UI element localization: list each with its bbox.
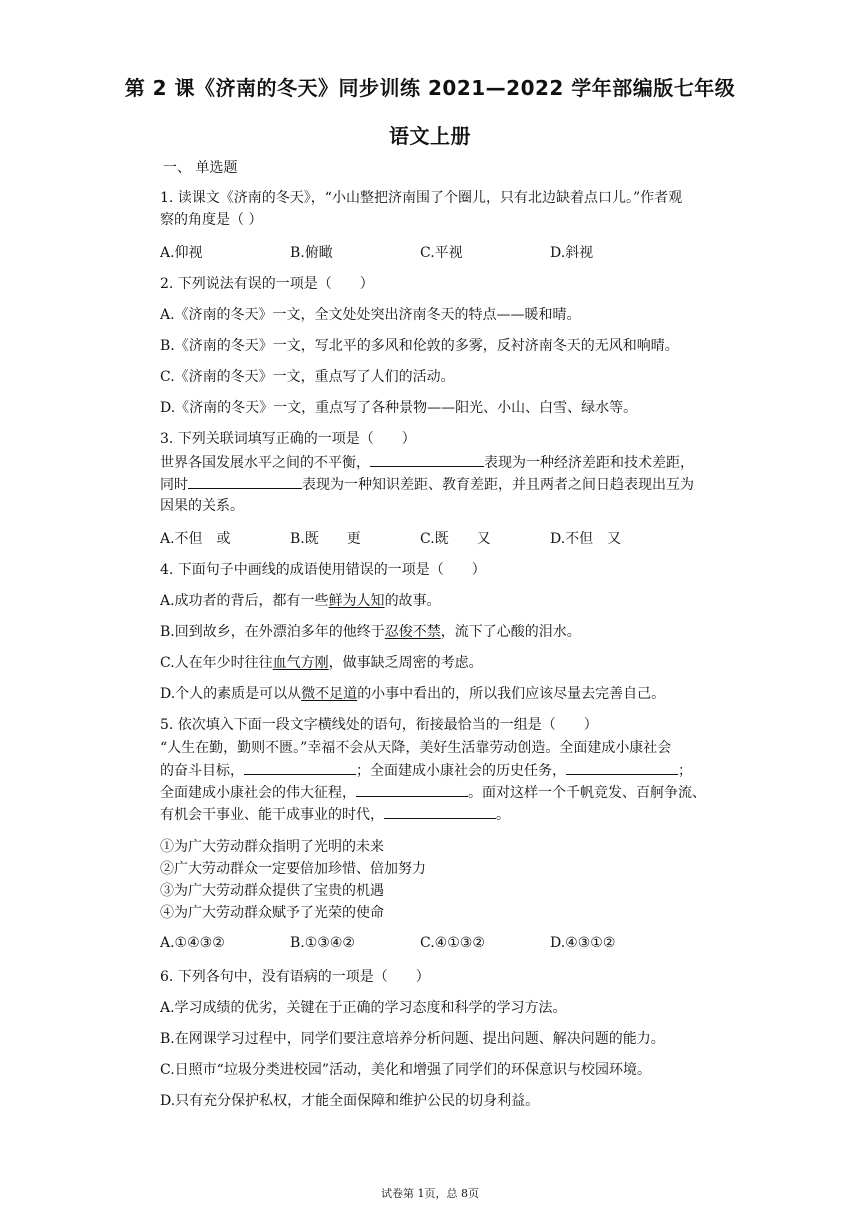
- q4-option-b: [160, 621, 740, 643]
- q4-c-text: C.人在年少时往往: [160, 655, 273, 671]
- q6-option-a: A.学习成绩的优劣，关键在于正确的学习态度和科学的学习方法。: [160, 1000, 567, 1016]
- q5-item-2: ②广大劳动群众一定要倍加珍惜、倍加努力: [160, 861, 426, 877]
- q1-option-a: A.仰视: [160, 245, 203, 261]
- page-footer: 试卷第 1页，总 8页: [381, 1187, 479, 1200]
- q1-option-d: D.斜视: [550, 245, 594, 261]
- q5-text: 有机会干事业、能干成事业的时代，: [160, 807, 384, 823]
- q5-text: ；全面建成小康社会的历史任务，: [356, 763, 566, 779]
- q4-option-c: [160, 652, 740, 674]
- fill-blank: [188, 473, 302, 489]
- q3-option-a: A.不但 或: [160, 531, 231, 547]
- fill-blank: [384, 803, 496, 819]
- section-heading: 一、 单选题: [163, 160, 238, 176]
- q3-text-2b: 表现为一种知识差距、教育差距，并且两者之间日趋表现出互为: [302, 477, 694, 493]
- q4-d-text-end: 的小事中看出的，所以我们应该尽量去完善自己。: [357, 686, 666, 702]
- q4-option-a: [160, 590, 740, 612]
- q6-option-b: B.在网课学习过程中，同学们要注意培养分析问题、提出问题、解决问题的能力。: [160, 1031, 665, 1047]
- q4-a-text-end: 的故事。: [384, 593, 441, 609]
- page-title-line1: 第 2 课《济南的冬天》同步训练 2021—2022 学年部编版七年级: [124, 76, 736, 100]
- question-3-line2: [160, 473, 740, 496]
- q4-b-text-end: ，流下了心酸的泪水。: [440, 624, 581, 640]
- question-1-line2: 察的角度是（ ）: [160, 212, 263, 228]
- q3-option-c: C.既 又: [420, 531, 491, 547]
- q5-text: ；: [678, 763, 692, 779]
- q5-text: 全面建成小康社会的伟大征程，: [160, 785, 356, 801]
- q1-option-b: B.俯瞰: [290, 245, 333, 261]
- question-5-line3: [160, 781, 740, 804]
- q2-option-c: C.《济南的冬天》一文，重点写了人们的活动。: [160, 369, 455, 385]
- q1-option-c: C.平视: [420, 245, 463, 261]
- q4-d-text: D.个人的素质是可以从: [160, 686, 302, 702]
- question-5-stem: 5. 依次填入下面一段文字横线处的语句，衔接最恰当的一组是（ ）: [160, 717, 598, 733]
- q5-option-b: B.①③④②: [290, 935, 355, 951]
- q2-option-d: D.《济南的冬天》一文，重点写了各种景物——阳光、小山、白雪、绿水等。: [160, 400, 638, 416]
- q4-b-idiom: 忍俊不禁: [384, 624, 441, 640]
- q3-option-b: B.既 更: [290, 531, 361, 547]
- question-3-line3: 因果的关系。: [160, 498, 244, 514]
- fill-blank: [244, 759, 356, 775]
- q4-a-idiom: 鲜为人知: [328, 593, 385, 609]
- q4-d-idiom: 微不足道: [301, 686, 358, 702]
- question-3-line1: [160, 451, 740, 474]
- fill-blank: [356, 781, 468, 797]
- q5-option-c: C.④①③②: [420, 935, 485, 951]
- q4-option-d: [160, 683, 740, 705]
- q5-text: 。面对这样一个千帆竞发、百舸争流、: [468, 785, 706, 801]
- question-5-line1: “人生在勤，勤则不匮。”幸福不会从天降，美好生活靠劳动创造。全面建成小康社会: [160, 740, 672, 756]
- page-title-line2: 语文上册: [389, 124, 471, 148]
- q5-text: 。: [496, 807, 510, 823]
- q5-option-a: A.①④③②: [160, 935, 225, 951]
- q4-c-idiom: 血气方刚: [272, 655, 329, 671]
- fill-blank: [370, 451, 484, 467]
- q5-item-1: ①为广大劳动群众指明了光明的未来: [160, 839, 384, 855]
- q4-c-text-end: ，做事缺乏周密的考虑。: [328, 655, 483, 671]
- question-2-stem: 2. 下列说法有误的一项是（ ）: [160, 276, 374, 292]
- question-6-stem: 6. 下列各句中，没有语病的一项是（ ）: [160, 969, 430, 985]
- q3-text-1a: 世界各国发展水平之间的不平衡，: [160, 455, 370, 471]
- q4-b-text: B.回到故乡，在外漂泊多年的他终于: [160, 624, 385, 640]
- q5-text: 的奋斗目标，: [160, 763, 244, 779]
- q5-option-d: D.④③①②: [550, 935, 616, 951]
- q3-text-2a: 同时: [160, 477, 188, 493]
- q6-option-d: D.只有充分保护私权，才能全面保障和维护公民的切身利益。: [160, 1093, 540, 1109]
- q5-item-3: ③为广大劳动群众提供了宝贵的机遇: [160, 883, 384, 899]
- q2-option-a: A.《济南的冬天》一文，全文处处突出济南冬天的特点——暖和晴。: [160, 307, 581, 323]
- question-1-line1: 1. 读课文《济南的冬天》，“小山整把济南围了个圈儿，只有北边缺着点口儿。”作者观: [160, 190, 683, 206]
- question-5-line4: [160, 803, 740, 826]
- question-4-stem: 4. 下面句子中画线的成语使用错误的一项是（ ）: [160, 562, 486, 578]
- q5-item-4: ④为广大劳动群众赋予了光荣的使命: [160, 905, 384, 921]
- q3-option-d: D.不但 又: [550, 531, 622, 547]
- q4-a-text: A.成功者的背后，都有一些: [160, 593, 329, 609]
- q6-option-c: C.日照市“垃圾分类进校园”活动，美化和增强了同学们的环保意识与校园环境。: [160, 1062, 651, 1078]
- question-3-stem: 3. 下列关联词填写正确的一项是（ ）: [160, 431, 416, 447]
- question-5-line2: [160, 759, 740, 782]
- q2-option-b: B.《济南的冬天》一文，写北平的多风和伦敦的多雾，反衬济南冬天的无风和响晴。: [160, 338, 679, 354]
- fill-blank: [566, 759, 678, 775]
- q3-text-1b: 表现为一种经济差距和技术差距，: [484, 455, 694, 471]
